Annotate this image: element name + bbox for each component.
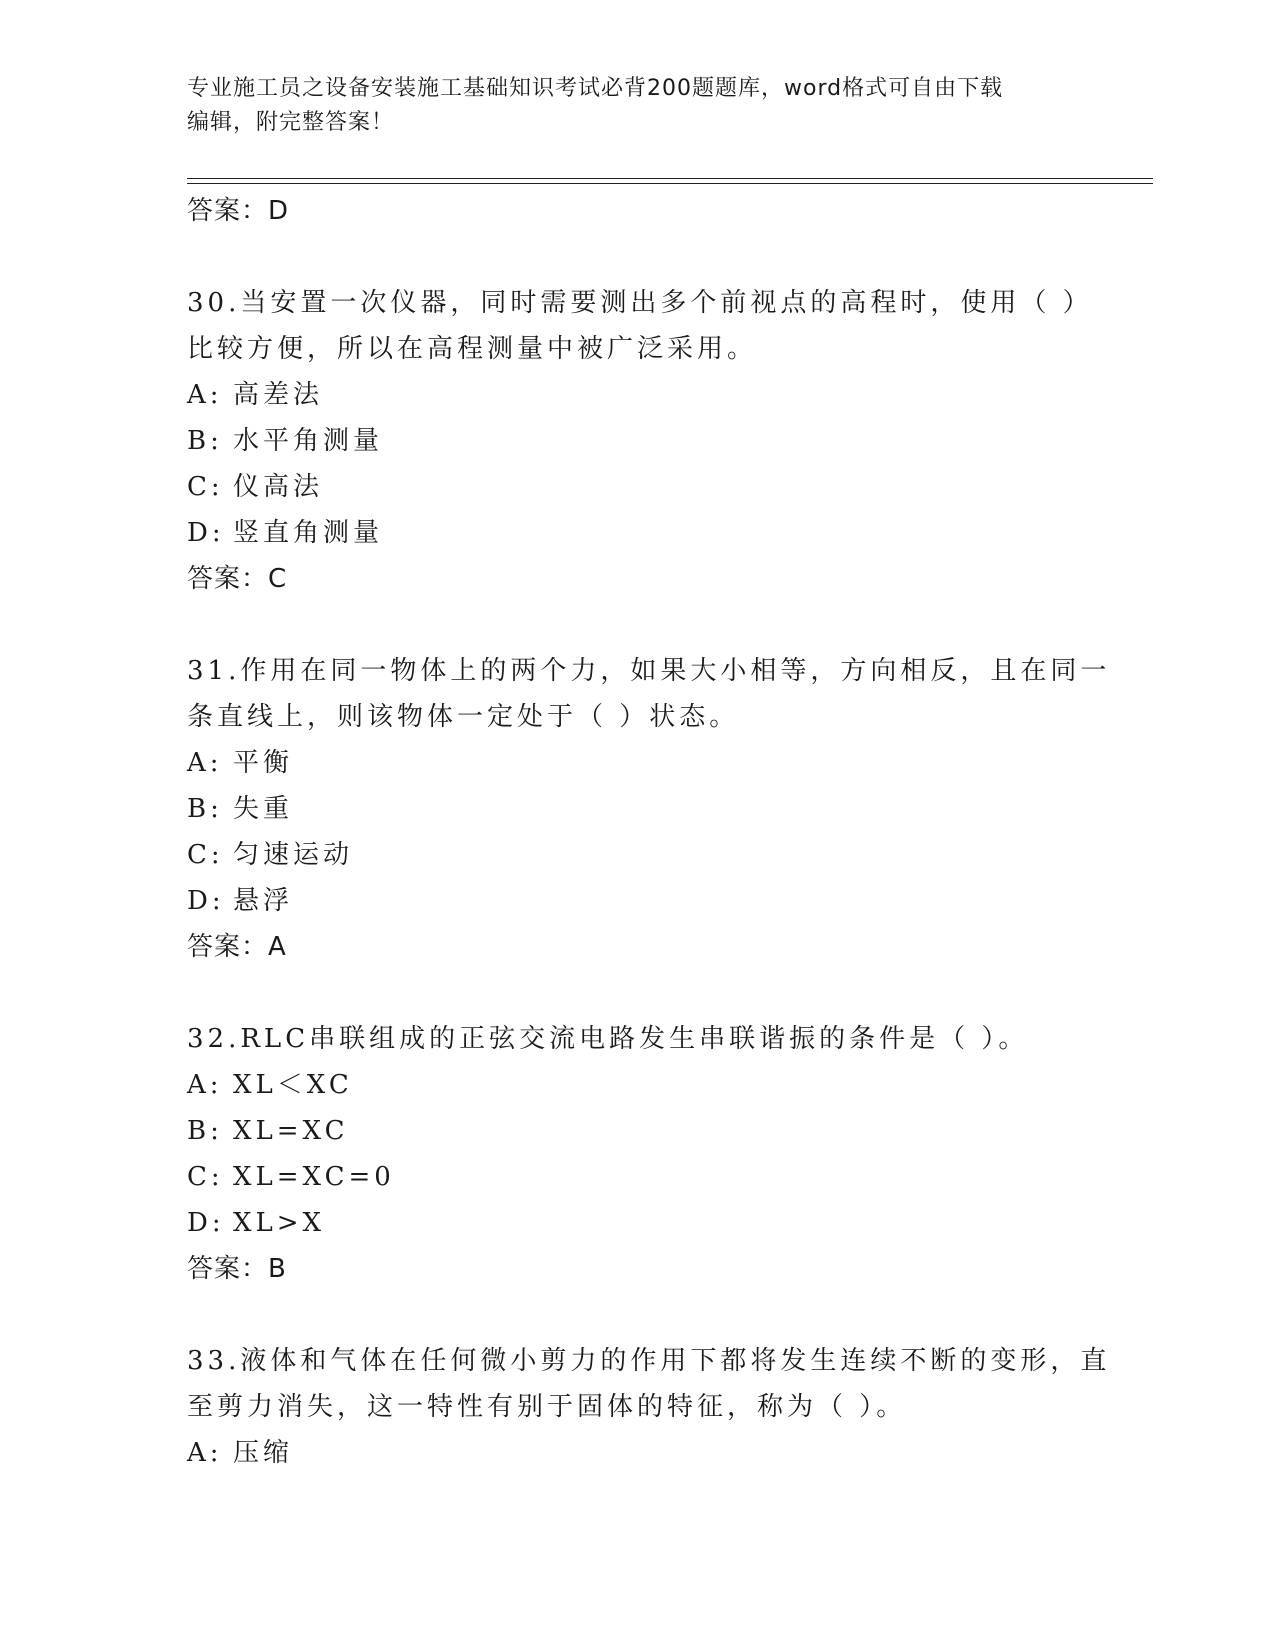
option-a [187,740,1087,786]
option-letter: D: [187,886,225,916]
option-letter: D: [187,1208,225,1238]
option-text: XL>X [233,1208,326,1238]
option-b [187,418,1087,464]
option-d [187,878,1087,924]
document-header [187,72,1067,140]
option-letter: C: [187,840,224,870]
option-b [187,786,1087,832]
answer: 答案：A [187,932,287,962]
question-31 [187,648,1111,970]
spacer [187,1292,1087,1338]
question-30 [187,280,1093,602]
option-letter: A: [187,1070,223,1100]
header-line-2: 编辑，附完整答案！ [187,110,395,135]
question-text-line: 条直线上，则该物体一定处于（ ）状态。 [187,702,740,732]
question-32 [187,1016,1087,1292]
option-letter: B: [187,794,223,824]
option-letter: D: [187,518,225,548]
option-text: 竖直角测量 [233,518,384,548]
question-list [187,188,1111,1476]
option-letter: B: [187,426,223,456]
option-d [187,1200,1087,1246]
option-text: 水平角测量 [233,426,384,456]
option-text: 平衡 [233,748,294,778]
option-text: 压缩 [233,1438,294,1468]
option-c [187,832,1087,878]
previous-answer: 答案：D [187,196,290,226]
header-line-1: 专业施工员之设备安装施工基础知识考试必背200题题库，word格式可自由下载 [187,76,1004,101]
option-c [187,464,1087,510]
question-text-line: 30.当安置一次仪器，同时需要测出多个前视点的高程时，使用（ ） [187,288,1093,318]
option-letter: A: [187,748,223,778]
spacer [187,970,1087,1016]
answer: 答案：C [187,564,288,594]
option-letter: A: [187,1438,223,1468]
option-a [187,1430,1087,1476]
option-text: XL=XC [233,1116,349,1146]
option-text: 高差法 [233,380,324,410]
option-text: 失重 [233,794,294,824]
header-divider-bottom [187,183,1153,184]
header-divider-top [187,178,1153,179]
option-b [187,1108,1087,1154]
question-text-line: 至剪力消失，这一特性有别于固体的特征，称为（ ）。 [187,1392,907,1422]
question-text-line: 33.液体和气体在任何微小剪力的作用下都将发生连续不断的变形，直 [187,1346,1111,1376]
question-text-line: 比较方便，所以在高程测量中被广泛采用。 [187,334,758,364]
option-d [187,510,1087,556]
option-letter: C: [187,472,224,502]
question-text-line: 32.RLC串联组成的正弦交流电路发生串联谐振的条件是（ ）。 [187,1024,1029,1054]
option-text: 仪高法 [233,472,324,502]
option-letter: C: [187,1162,224,1192]
answer: 答案：B [187,1254,287,1284]
option-c [187,1154,1087,1200]
spacer [187,602,1087,648]
question-text-line: 31.作用在同一物体上的两个力，如果大小相等，方向相反，且在同一 [187,656,1111,686]
option-a [187,1062,1087,1108]
option-letter: A: [187,380,223,410]
option-letter: B: [187,1116,223,1146]
spacer [187,234,1087,280]
option-text: 悬浮 [233,886,294,916]
option-a [187,372,1087,418]
question-33 [187,1338,1111,1476]
option-text: XL=XC=0 [233,1162,395,1192]
option-text: XL＜XC [233,1070,353,1100]
option-text: 匀速运动 [233,840,354,870]
